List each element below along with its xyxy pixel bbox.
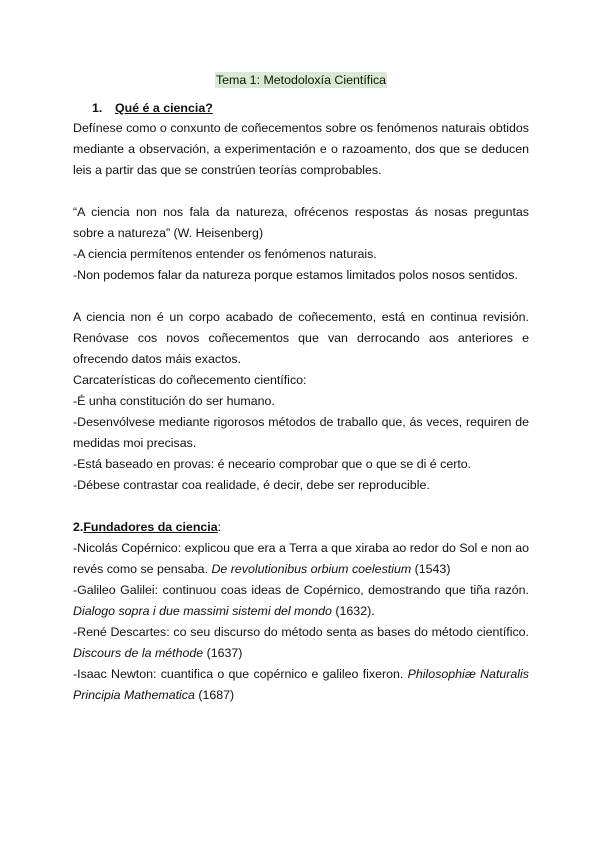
spacer bbox=[73, 496, 529, 517]
founder-work: Dialogo sopra i due massimi sistemi del mondo bbox=[73, 604, 332, 618]
founder-text: -Galileo Galilei: continuou coas ideas de Copérnico, demostrando que tiña razón. bbox=[73, 583, 529, 597]
characteristic-item: -Débese contrastar coa realidade, é decir, debe ser reproducible. bbox=[73, 478, 430, 492]
point-item: -A ciencia permítenos entender os fenómenos naturais. bbox=[73, 247, 377, 261]
founder-year: (1632). bbox=[331, 604, 375, 618]
spacer bbox=[73, 181, 529, 202]
founder-work: De revolutionibus orbium coelestium bbox=[211, 562, 412, 576]
page-title: Tema 1: Metodoloxía Científica bbox=[215, 73, 387, 87]
founder-year: (1637) bbox=[203, 646, 243, 660]
founder-item bbox=[73, 538, 529, 580]
founder-work: Philosophiæ Naturalis Principia Mathematica bbox=[73, 667, 529, 702]
characteristic-item: -É unha constitución do ser humano. bbox=[73, 394, 275, 408]
section2-colon: : bbox=[217, 520, 222, 534]
section1-heading bbox=[92, 98, 529, 118]
characteristic-item: -Desenvólvese mediante rigorosos métodos de traballo que, ás veces, requiren de medidas moi precisas. bbox=[73, 415, 529, 450]
founder-year: (1543) bbox=[411, 562, 451, 576]
section2-heading bbox=[73, 517, 529, 538]
heisenberg-quote: “A ciencia non nos fala da natureza, ofrécenos respostas ás nosas preguntas sobre a natureza” (W. Heisenberg) bbox=[73, 205, 529, 240]
founder-work: Discours de la méthode bbox=[73, 646, 204, 660]
section1-heading-text: Qué é a ciencia? bbox=[115, 101, 213, 115]
definition-paragraph: Defínese como o conxunto de coñecementos sobre os fenómenos naturais obtidos mediante a observación, a experimentación e o razoamento, dos que se deducen leis a partir das que se constrúen teorías comprobables. bbox=[73, 121, 529, 177]
section1-number: 1. bbox=[92, 101, 103, 115]
revision-paragraph: A ciencia non é un corpo acabado de coñecemento, está en continua revisión. Renóvase cos novos coñecementos que van derrocando aos anteriores e ofrecendo datos máis exactos. bbox=[73, 310, 529, 366]
founder-item bbox=[73, 622, 529, 664]
characteristics-title: Carcaterísticas do coñecemento científico: bbox=[73, 373, 307, 387]
spacer bbox=[73, 286, 529, 307]
point-item: -Non podemos falar da natureza porque estamos limitados polos nosos sentidos. bbox=[73, 268, 518, 282]
founder-text: -René Descartes: co seu discurso do método senta as bases do método científico. bbox=[73, 625, 529, 639]
founder-item bbox=[73, 580, 529, 622]
section2-number: 2. bbox=[73, 520, 84, 534]
founder-year: (1687) bbox=[194, 688, 235, 702]
founder-text: -Nicolás Copérnico: explicou que era a Terra a que xiraba ao redor do Sol e non ao revés como se pensaba. bbox=[73, 541, 529, 576]
title-row bbox=[73, 72, 529, 92]
founder-text: -Isaac Newton: cuantifica o que copérnico e galileo fixeron. bbox=[73, 667, 408, 681]
document-page bbox=[73, 72, 529, 706]
founder-item bbox=[73, 664, 529, 706]
section2-heading-text: Fundadores da ciencia bbox=[83, 520, 218, 534]
characteristic-item: -Está baseado en provas: é neceario comprobar que o que se di é certo. bbox=[73, 457, 472, 471]
